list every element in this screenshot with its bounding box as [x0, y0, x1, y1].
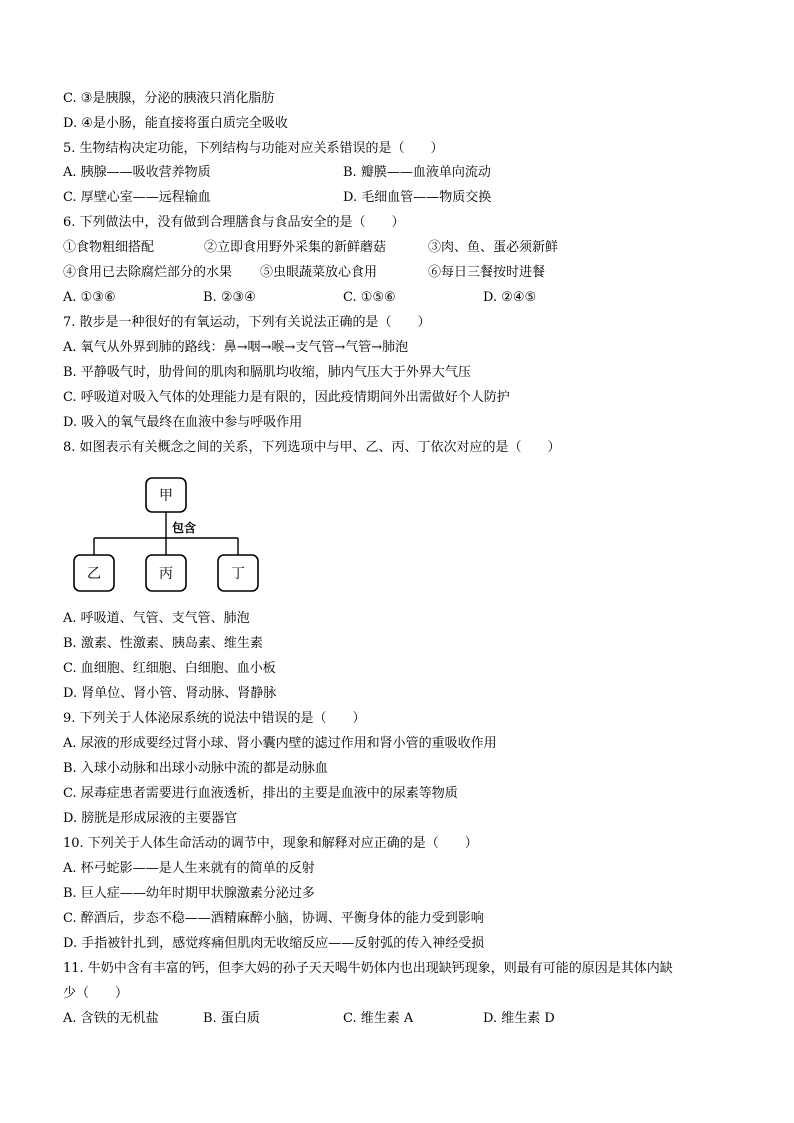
q11-stem: 11. 牛奶中含有丰富的钙，但李大妈的孙子天天喝牛奶体内也出现缺钙现象，则最有可能的原因是其体内缺 — [63, 961, 673, 976]
q6-item: ④食用已去除腐烂部分的水果 — [63, 265, 233, 280]
diagram-label-child: 乙 — [87, 566, 101, 582]
q5-option-d: D. 毛细血管——物质交换 — [343, 190, 492, 205]
q9-option-c: C. 尿毒症患者需要进行血液透析，排出的主要是血液中的尿素等物质 — [63, 786, 458, 801]
concept-diagram — [60, 470, 280, 605]
diagram-label-child: 丁 — [231, 566, 245, 582]
diagram-relation-label: 包含 — [172, 521, 197, 535]
q11-option-b: B. 蛋白质 — [203, 1011, 260, 1026]
q6-stem: 6. 下列做法中，没有做到合理膳食与食品安全的是（ ） — [63, 215, 405, 230]
q9-option-d: D. 膀胱是形成尿液的主要器官 — [63, 811, 238, 826]
q11-option-d: D. 维生素 D — [483, 1011, 555, 1026]
q7-option-b: B. 平静吸气时，肋骨间的肌肉和膈肌均收缩，肺内气压大于外界大气压 — [63, 365, 471, 380]
q6-item: ⑥每日三餐按时进餐 — [428, 265, 546, 280]
diagram-label-child: 丙 — [159, 566, 173, 582]
q8-stem: 8. 如图表示有关概念之间的关系，下列选项中与甲、乙、丙、丁依次对应的是（ ） — [63, 440, 561, 455]
q7-option-c: C. 呼吸道对吸入气体的处理能力是有限的，因此疫情期间外出需做好个人防护 — [63, 390, 510, 405]
q11-option-c: C. 维生素 A — [343, 1011, 414, 1026]
q4-option-c: C. ③是胰腺，分泌的胰液只消化脂肪 — [63, 91, 275, 106]
q6-item: ③肉、鱼、蛋必须新鲜 — [428, 240, 559, 255]
q10-option-c: C. 醉酒后，步态不稳——酒精麻醉小脑，协调、平衡身体的能力受到影响 — [63, 911, 484, 926]
q9-option-b: B. 入球小动脉和出球小动脉中流的都是动脉血 — [63, 761, 328, 776]
q10-stem: 10. 下列关于人体生命活动的调节中，现象和解释对应正确的是（ ） — [63, 836, 478, 851]
q5-stem: 5. 生物结构决定功能，下列结构与功能对应关系错误的是（ ） — [63, 141, 444, 156]
q8-option-b: B. 激素、性激素、胰岛素、维生素 — [63, 636, 263, 651]
q8-option-d: D. 肾单位、肾小管、肾动脉、肾静脉 — [63, 686, 277, 701]
q8-option-c: C. 血细胞、红细胞、白细胞、血小板 — [63, 661, 276, 676]
q6-option-a: A. ①③⑥ — [63, 290, 116, 305]
q5-option-b: B. 瓣膜——血液单向流动 — [343, 165, 491, 180]
q9-stem: 9. 下列关于人体泌尿系统的说法中错误的是（ ） — [63, 711, 366, 726]
q5-option-c: C. 厚壁心室——远程输血 — [63, 190, 211, 205]
q7-stem: 7. 散步是一种很好的有氧运动，下列有关说法正确的是（ ） — [63, 315, 431, 330]
q6-item: ⑤虫眼蔬菜放心食用 — [260, 265, 378, 280]
q6-option-d: D. ②④⑤ — [483, 290, 537, 305]
q10-option-a: A. 杯弓蛇影——是人生来就有的简单的反射 — [63, 861, 315, 876]
q10-option-d: D. 手指被针扎到，感觉疼痛但肌肉无收缩反应——反射弧的传入神经受损 — [63, 936, 485, 951]
q10-option-b: B. 巨人症——幼年时期甲状腺激素分泌过多 — [63, 886, 315, 901]
q11-stem-cont: 少（ ） — [63, 986, 129, 1001]
q11-option-a: A. 含铁的无机盐 — [63, 1011, 159, 1026]
q8-option-a: A. 呼吸道、气管、支气管、肺泡 — [63, 611, 250, 626]
q7-option-a: A. 氧气从外界到肺的路线：鼻→咽→喉→支气管→气管→肺泡 — [63, 340, 409, 355]
q5-option-a: A. 胰腺——吸收营养物质 — [63, 165, 211, 180]
q4-option-d: D. ④是小肠，能直接将蛋白质完全吸收 — [63, 116, 288, 131]
q9-option-a: A. 尿液的形成要经过肾小球、肾小囊内壁的滤过作用和肾小管的重吸收作用 — [63, 736, 497, 751]
q6-option-c: C. ①⑤⑥ — [343, 290, 396, 305]
q6-option-b: B. ②③④ — [203, 290, 256, 305]
q6-item: ①食物粗细搭配 — [63, 240, 155, 255]
q7-option-d: D. 吸入的氧气最终在血液中参与呼吸作用 — [63, 415, 303, 430]
diagram-label-top: 甲 — [159, 488, 173, 504]
q6-item: ②立即食用野外采集的新鲜蘑菇 — [204, 240, 387, 255]
